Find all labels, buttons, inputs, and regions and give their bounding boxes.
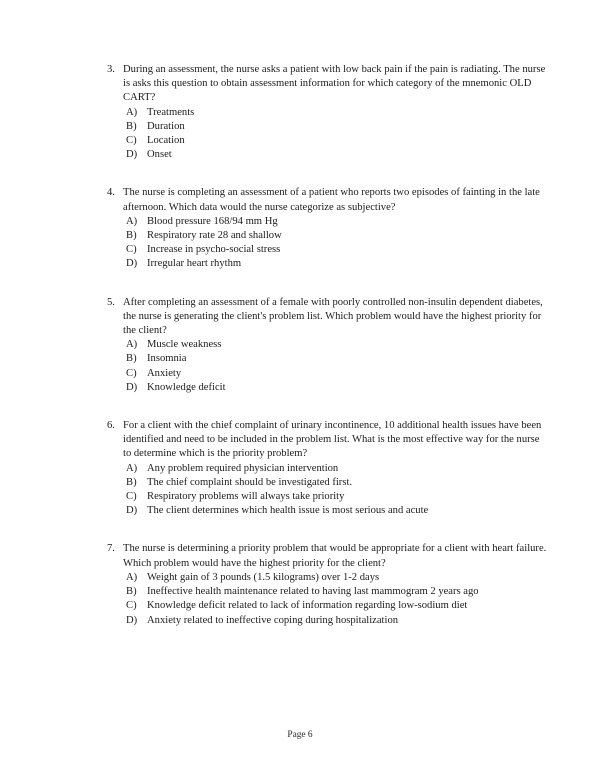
- option-item[interactable]: [126, 134, 548, 148]
- option-letter: C): [126, 367, 137, 379]
- question-text: During an assessment, the nurse asks a patient with low back pain if the pain is radiating. The nurse is asks this question to obtain assessment information for which category of the mnemonic OLD CART?: [123, 64, 546, 104]
- option-text: Anxiety related to ineffective coping during hospitalization: [147, 614, 399, 626]
- option-letter: B): [126, 476, 137, 488]
- option-letter: B): [126, 120, 137, 132]
- question-stem: [104, 296, 548, 339]
- option-letter: A): [126, 462, 138, 474]
- option-letter: C): [126, 491, 137, 503]
- option-letter: C): [126, 244, 137, 256]
- option-item[interactable]: [126, 215, 548, 229]
- option-item[interactable]: [126, 243, 548, 257]
- option-text: Knowledge deficit: [147, 381, 226, 393]
- option-letter: D): [126, 505, 138, 517]
- question-text: For a client with the chief complaint of urinary incontinence, 10 additional health issues have been identified and need to be included in the problem list. What is the most effective way for the nurse to determine which is the priority problem?: [123, 420, 542, 460]
- option-text: Duration: [147, 120, 185, 132]
- question-item: [104, 186, 548, 271]
- page-footer: Page 6: [287, 730, 313, 740]
- option-letter: A): [126, 215, 138, 227]
- option-text: Blood pressure 168/94 mm Hg: [147, 215, 278, 227]
- option-letter: C): [126, 600, 137, 612]
- option-item[interactable]: [126, 338, 548, 352]
- question-text: After completing an assessment of a female with poorly controlled non-insulin dependent diabetes, the nurse is generating the client's problem list. Which problem would have the highest priority for the client?: [123, 296, 543, 337]
- option-letter: A): [126, 106, 138, 118]
- option-text: Respiratory problems will always take priority: [147, 491, 345, 503]
- option-text: Weight gain of 3 pounds (1.5 kilograms) over 1-2 days: [147, 571, 380, 583]
- option-text: Knowledge deficit related to lack of information regarding low-sodium diet: [147, 600, 468, 612]
- option-item[interactable]: [126, 476, 548, 490]
- option-letter: B): [126, 586, 137, 598]
- option-letter: D): [126, 614, 138, 626]
- question-text: The nurse is determining a priority problem that would be appropriate for a client with heart failure. Which problem would have the highest priority for the client?: [123, 543, 547, 569]
- option-text: Respiratory rate 28 and shallow: [147, 230, 282, 242]
- question-number: 6.: [107, 420, 115, 432]
- question-item: [104, 542, 548, 627]
- question-item: [104, 296, 548, 395]
- option-letter: A): [126, 339, 138, 351]
- option-text: Anxiety: [147, 367, 182, 379]
- option-text: Insomnia: [147, 353, 187, 365]
- question-stem: [104, 419, 548, 462]
- option-text: Irregular heart rhythm: [147, 258, 242, 270]
- question-number: 5.: [107, 296, 115, 308]
- option-list: [104, 462, 548, 519]
- option-letter: A): [126, 571, 138, 583]
- option-item[interactable]: [126, 352, 548, 366]
- option-text: Location: [147, 135, 185, 147]
- option-text: Increase in psycho-social stress: [147, 244, 281, 256]
- option-letter: D): [126, 149, 138, 161]
- question-text: The nurse is completing an assessment of a patient who reports two episodes of fainting in the late afternoon. Which data would the nurse categorize as subjective?: [123, 187, 540, 213]
- option-text: Muscle weakness: [147, 339, 222, 351]
- question-stem: [104, 63, 548, 106]
- question-list: [104, 63, 548, 628]
- option-list: [104, 106, 548, 163]
- question-stem: [104, 542, 548, 570]
- option-item[interactable]: [126, 571, 548, 585]
- option-list: [104, 571, 548, 628]
- option-item[interactable]: [126, 148, 548, 162]
- option-item[interactable]: [126, 504, 548, 518]
- option-list: [104, 338, 548, 395]
- option-item[interactable]: [126, 614, 548, 628]
- option-text: Ineffective health maintenance related to having last mammogram 2 years ago: [147, 586, 479, 598]
- option-text: The client determines which health issue is most serious and acute: [147, 505, 429, 517]
- question-stem: [104, 186, 548, 214]
- option-item[interactable]: [126, 367, 548, 381]
- option-letter: D): [126, 258, 138, 270]
- option-letter: B): [126, 230, 137, 242]
- option-text: Onset: [147, 149, 172, 161]
- option-text: The chief complaint should be investigated first.: [147, 476, 353, 488]
- option-item[interactable]: [126, 120, 548, 134]
- option-item[interactable]: [126, 585, 548, 599]
- option-letter: D): [126, 381, 138, 393]
- question-number: 7.: [107, 543, 115, 555]
- option-item[interactable]: [126, 490, 548, 504]
- option-text: Treatments: [147, 106, 195, 118]
- option-item[interactable]: [126, 257, 548, 271]
- option-letter: C): [126, 135, 137, 147]
- question-item: [104, 63, 548, 162]
- option-item[interactable]: [126, 462, 548, 476]
- option-item[interactable]: [126, 106, 548, 120]
- question-item: [104, 419, 548, 518]
- option-item[interactable]: [126, 229, 548, 243]
- option-letter: B): [126, 353, 137, 365]
- option-item[interactable]: [126, 381, 548, 395]
- option-item[interactable]: [126, 599, 548, 613]
- question-number: 3.: [107, 64, 115, 75]
- question-number: 4.: [107, 187, 115, 199]
- option-text: Any problem required physician intervention: [147, 462, 339, 474]
- option-list: [104, 215, 548, 272]
